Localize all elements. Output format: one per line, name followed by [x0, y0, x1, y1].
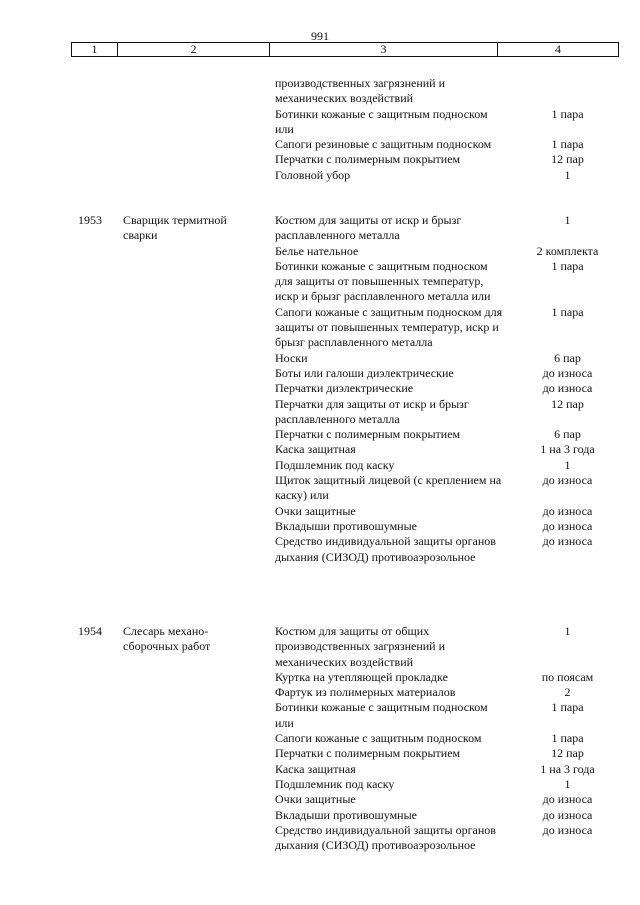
item-name: Перчатки для защиты от искр и брызг расплавленного металла: [275, 396, 469, 426]
list-item: [275, 137, 620, 152]
list-item: [275, 777, 620, 792]
item-name: Сапоги резиновые с защитным подноском: [275, 137, 492, 152]
item-name: Костюм для защиты от искр и брызг расплавленного металла: [275, 213, 462, 243]
item-qty: 1 на 3 года: [540, 442, 595, 457]
list-item: [275, 534, 620, 565]
list-item: [275, 76, 620, 107]
item-name: Ботинки кожаные с защитным подноском или: [275, 106, 488, 136]
item-qty: до износа: [542, 792, 593, 807]
item-name: Перчатки диэлектрические: [275, 381, 414, 396]
profession-number: 1954: [78, 624, 102, 638]
list-item: [275, 624, 620, 670]
item-list: [0, 213, 640, 565]
item-qty: 6 пар: [554, 350, 581, 365]
item-qty: до износа: [542, 807, 593, 822]
list-item: [275, 731, 620, 746]
header-col-4: 4: [555, 42, 561, 56]
header-col-2: 2: [190, 42, 197, 56]
header-col-1: 1: [91, 42, 98, 56]
item-name: Подшлемник под каску: [275, 776, 395, 791]
list-item: [275, 792, 620, 807]
list-item: [275, 305, 620, 351]
item-name: Каска защитная: [275, 761, 356, 776]
item-qty: 1 пара: [551, 106, 584, 121]
item-name: Каска защитная: [275, 442, 356, 457]
item-name: Боты или галоши диэлектрические: [275, 365, 454, 380]
item-name: Ботинки кожаные с защитным подноском или: [275, 700, 488, 730]
list-item: [275, 746, 620, 761]
item-qty: 1 пара: [551, 731, 584, 746]
profession-group-1954: [0, 624, 640, 853]
list-item: [275, 366, 620, 381]
item-qty: 12 пар: [551, 746, 584, 761]
item-name: Куртка на утепляющей прокладке: [275, 669, 448, 684]
item-name: Фартук из полимерных материалов: [275, 685, 456, 700]
list-item: [275, 473, 620, 504]
item-name: Вкладыши противошумные: [275, 807, 417, 822]
item-qty: до износа: [542, 822, 593, 837]
item-name: Перчатки с полимерным покрытием: [275, 746, 461, 761]
page-number: 991: [311, 29, 329, 43]
profession-name: Слесарь механо-сборочных работ: [123, 624, 211, 654]
item-qty: 1 пара: [551, 258, 584, 273]
item-qty: 1 пара: [551, 304, 584, 319]
item-qty: 2 комплекта: [536, 243, 599, 258]
item-name: производственных загрязнений и механических воздействий: [275, 76, 446, 106]
item-qty: 1 на 3 года: [540, 761, 595, 776]
list-item: [275, 685, 620, 700]
item-qty: 1 пара: [551, 137, 584, 152]
item-qty: до износа: [542, 365, 593, 380]
item-name: Средство индивидуальной защиты органов дыхания (СИЗОД) противоаэрозольное: [275, 822, 496, 853]
item-name: Перчатки с полимерным покрытием: [275, 152, 461, 167]
profession-name: Сварщик термитной сварки: [123, 213, 227, 243]
item-name: Костюм для защиты от общих производственных загрязнений и механических воздействий: [275, 624, 446, 669]
list-item: [275, 259, 620, 305]
list-item: [275, 427, 620, 442]
list-item: [275, 244, 620, 259]
list-item: [275, 152, 620, 167]
item-name: Перчатки с полимерным покрытием: [275, 427, 461, 442]
list-item: [275, 351, 620, 366]
item-qty: по поясам: [541, 669, 594, 684]
item-qty: 12 пар: [551, 152, 584, 167]
item-name: Сапоги кожаные с защитным подноском: [275, 731, 482, 746]
item-qty: до износа: [542, 503, 593, 518]
list-item: [275, 670, 620, 685]
item-name: Очки защитные: [275, 503, 356, 518]
item-qty: 1: [564, 213, 571, 227]
item-qty: 1: [564, 776, 571, 791]
profession-group-1953: [0, 213, 640, 565]
item-qty: 12 пар: [551, 396, 584, 411]
item-qty: 2: [564, 685, 571, 700]
list-item: [275, 808, 620, 823]
list-item: [275, 519, 620, 534]
item-list: [0, 76, 640, 183]
item-qty: до износа: [542, 473, 593, 488]
item-qty: 6 пар: [554, 427, 581, 442]
continuation-group: [0, 76, 640, 183]
item-qty: 1: [564, 624, 571, 638]
item-name: Очки защитные: [275, 792, 356, 807]
item-name: Средство индивидуальной защиты органов дыхания (СИЗОД) противоаэрозольное: [275, 534, 496, 564]
item-name: Белье нательное: [275, 243, 359, 258]
list-item: [275, 397, 620, 428]
list-item: [275, 213, 620, 244]
header-col-3: 3: [380, 42, 387, 56]
item-name: Щиток защитный лицевой (с креплением на каску) или: [275, 473, 502, 503]
table-header-row: [71, 42, 619, 57]
item-list: [0, 624, 640, 853]
list-item: [275, 700, 620, 731]
list-item: [275, 762, 620, 777]
item-qty: 1 пара: [551, 700, 584, 715]
item-name: Носки: [275, 350, 308, 365]
item-name: Подшлемник под каску: [275, 457, 395, 472]
list-item: [275, 168, 620, 183]
list-item: [275, 823, 620, 854]
item-qty: до износа: [542, 518, 593, 533]
item-name: Вкладыши противошумные: [275, 518, 417, 533]
item-qty: до износа: [542, 381, 593, 396]
profession-number: 1953: [78, 213, 102, 227]
list-item: [275, 458, 620, 473]
item-qty: 1: [564, 457, 571, 472]
item-qty: до износа: [542, 534, 593, 549]
item-name: Ботинки кожаные с защитным подноском для защиты от повышенных температур, искр и брызг расплавленного металла или: [275, 258, 491, 304]
list-item: [275, 504, 620, 519]
item-name: Головной убор: [275, 167, 351, 182]
list-item: [275, 107, 620, 138]
list-item: [275, 442, 620, 457]
item-name: Сапоги кожаные с защитным подноском для защиты от повышенных температур, искр и брызг расплавленного металла: [275, 304, 503, 350]
item-qty: 1: [564, 167, 571, 182]
list-item: [275, 381, 620, 396]
